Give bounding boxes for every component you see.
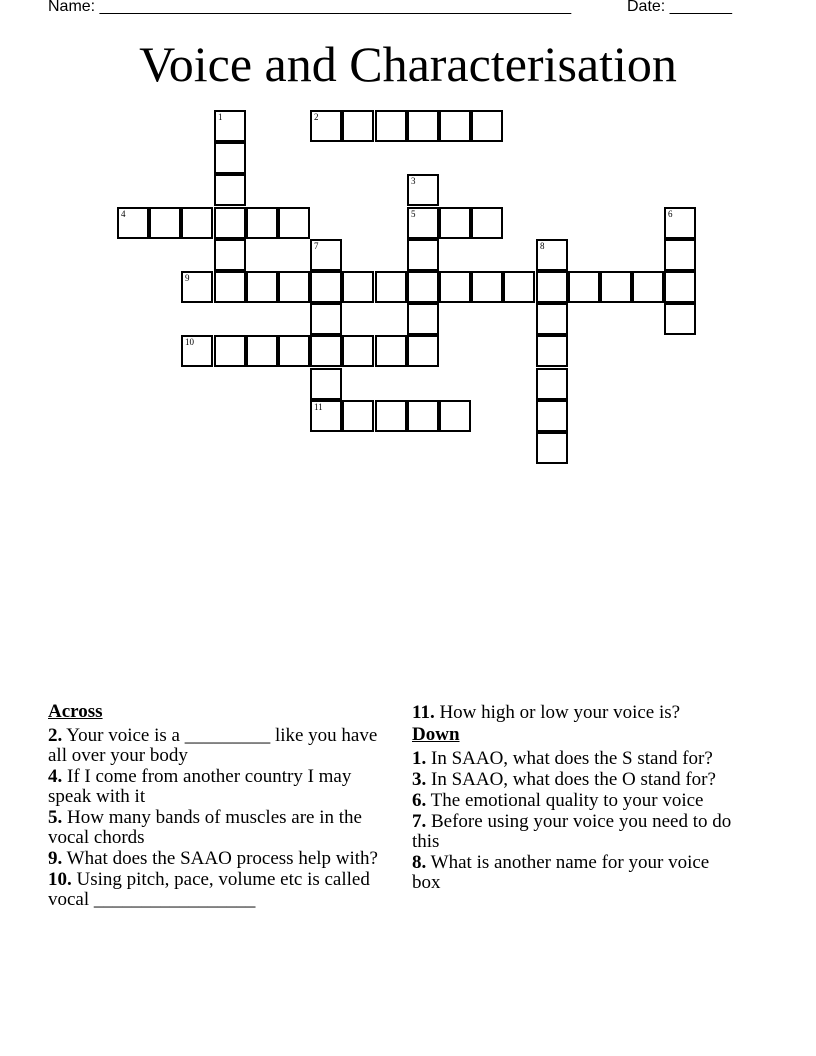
crossword-cell[interactable] xyxy=(536,368,568,400)
crossword-cell[interactable] xyxy=(310,400,342,432)
crossword-cell[interactable] xyxy=(310,239,342,271)
crossword-cell[interactable] xyxy=(214,271,246,303)
crossword-cell[interactable] xyxy=(568,271,600,303)
clue-across-2: 2. Your voice is a _________ like you have all over your body xyxy=(48,725,378,766)
clue-down-6: 6. The emotional quality to your voice xyxy=(412,790,704,811)
clue-down-1: 1. In SAAO, what does the S stand for? xyxy=(412,748,713,769)
crossword-cell[interactable] xyxy=(536,432,568,464)
crossword-cell[interactable] xyxy=(375,335,407,367)
crossword-cell[interactable] xyxy=(503,271,535,303)
clue-across-11: 11. How high or low your voice is? xyxy=(412,702,681,723)
crossword-cell[interactable] xyxy=(536,335,568,367)
clue-down-7: 7. Before using your voice you need to do this xyxy=(412,811,732,852)
crossword-cell[interactable] xyxy=(375,400,407,432)
crossword-cell[interactable] xyxy=(214,207,246,239)
clue-across-9: 9. What does the SAAO process help with? xyxy=(48,848,378,869)
clue-down-8: 8. What is another name for your voice box xyxy=(412,852,710,893)
crossword-cell[interactable] xyxy=(278,271,310,303)
crossword-cell[interactable] xyxy=(342,110,374,142)
crossword-cell[interactable] xyxy=(278,335,310,367)
crossword-cell[interactable] xyxy=(439,110,471,142)
crossword-cell[interactable] xyxy=(407,335,439,367)
crossword-cell[interactable] xyxy=(214,174,246,206)
crossword-cell[interactable] xyxy=(664,239,696,271)
crossword-cell[interactable] xyxy=(310,110,342,142)
crossword-cell[interactable] xyxy=(407,400,439,432)
puzzle-title: Voice and Characterisation xyxy=(139,36,677,92)
clue-number: 6 xyxy=(668,209,673,219)
crossword-cell[interactable] xyxy=(632,271,664,303)
crossword-cell[interactable] xyxy=(342,400,374,432)
clue-down-3: 3. In SAAO, what does the O stand for? xyxy=(412,769,716,790)
crossword-cell[interactable] xyxy=(278,207,310,239)
crossword-cell[interactable] xyxy=(149,207,181,239)
clue-number: 1 xyxy=(218,112,223,122)
down-heading: Down xyxy=(412,724,460,745)
crossword-cell[interactable] xyxy=(246,335,278,367)
name-field[interactable]: Name: _____________________________________________________ xyxy=(48,0,572,15)
crossword-cell[interactable] xyxy=(407,110,439,142)
clue-number: 8 xyxy=(540,241,545,251)
crossword-cell[interactable] xyxy=(407,303,439,335)
crossword-cell[interactable] xyxy=(375,271,407,303)
across-heading: Across xyxy=(48,701,103,722)
clues-right-column xyxy=(412,700,742,894)
crossword-cell[interactable] xyxy=(471,271,503,303)
crossword-cell[interactable] xyxy=(439,400,471,432)
crossword-cell[interactable] xyxy=(214,110,246,142)
clue-number: 11 xyxy=(314,402,323,412)
crossword-cell[interactable] xyxy=(664,271,696,303)
crossword-cell[interactable] xyxy=(471,110,503,142)
clue-across-10: 10. Using pitch, pace, volume etc is called vocal _________________ xyxy=(48,869,370,910)
clue-number: 4 xyxy=(121,209,126,219)
clue-number: 2 xyxy=(314,112,319,122)
crossword-cell[interactable] xyxy=(214,335,246,367)
clue-number: 3 xyxy=(411,176,416,186)
crossword-cell[interactable] xyxy=(181,207,213,239)
crossword-cell[interactable] xyxy=(214,142,246,174)
crossword-cell[interactable] xyxy=(407,207,439,239)
clue-across-4: 4. If I come from another country I may speak with it xyxy=(48,766,352,807)
clue-across-5: 5. How many bands of muscles are in the vocal chords xyxy=(48,807,362,848)
clue-number: 5 xyxy=(411,209,416,219)
crossword-grid xyxy=(0,0,816,460)
crossword-cell[interactable] xyxy=(600,271,632,303)
crossword-cell[interactable] xyxy=(342,335,374,367)
clue-number: 10 xyxy=(185,337,194,347)
crossword-cell[interactable] xyxy=(246,271,278,303)
date-field[interactable]: Date: _______ xyxy=(627,0,732,15)
crossword-cell[interactable] xyxy=(471,207,503,239)
crossword-cell[interactable] xyxy=(536,239,568,271)
crossword-cell[interactable] xyxy=(310,368,342,400)
clue-number: 7 xyxy=(314,241,319,251)
crossword-cell[interactable] xyxy=(664,303,696,335)
crossword-cell[interactable] xyxy=(536,400,568,432)
crossword-cell[interactable] xyxy=(664,207,696,239)
crossword-cell[interactable] xyxy=(375,110,407,142)
crossword-cell[interactable] xyxy=(117,207,149,239)
crossword-cell[interactable] xyxy=(310,271,342,303)
crossword-cell[interactable] xyxy=(536,303,568,335)
crossword-cell[interactable] xyxy=(214,239,246,271)
clue-number: 9 xyxy=(185,273,190,283)
crossword-cell[interactable] xyxy=(246,207,278,239)
crossword-cell[interactable] xyxy=(181,271,213,303)
crossword-cell[interactable] xyxy=(536,271,568,303)
crossword-cell[interactable] xyxy=(310,335,342,367)
crossword-cell[interactable] xyxy=(439,207,471,239)
crossword-cell[interactable] xyxy=(342,271,374,303)
crossword-cell[interactable] xyxy=(181,335,213,367)
crossword-cell[interactable] xyxy=(407,174,439,206)
crossword-cell[interactable] xyxy=(439,271,471,303)
crossword-cell[interactable] xyxy=(407,239,439,271)
clues-left-column xyxy=(48,700,378,911)
crossword-cell[interactable] xyxy=(310,303,342,335)
crossword-cell[interactable] xyxy=(407,271,439,303)
